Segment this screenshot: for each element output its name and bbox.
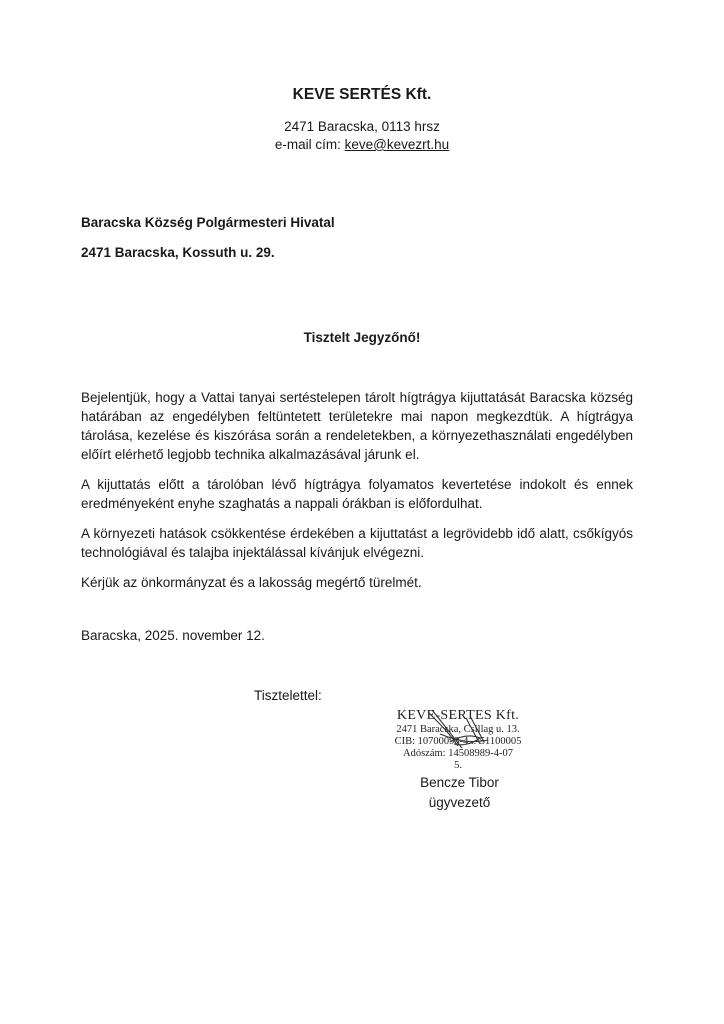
company-name: KEVE SERTÉS Kft. (292, 86, 432, 103)
company-email-line (0, 137, 724, 152)
email-label: e-mail cím: (274, 137, 345, 152)
email-link[interactable]: keve@kevezrt.hu (344, 137, 450, 152)
stamp-address: 2471 Baracska, Csillag u. 13. (396, 724, 520, 735)
stamp-extra: 5. (454, 760, 462, 771)
stamp-tax-number: Adószám: 14508989-4-07 (403, 748, 513, 759)
recipient-name: Baracska Község Polgármesteri Hivatal (81, 215, 335, 230)
company-address: 2471 Baracska, 0113 hrsz (284, 119, 440, 134)
body-paragraph: Bejelentjük, hogy a Vattai tanyai sertéstelepen tárolt hígtrágya kijuttatását Baracska község határában az engedélyben feltüntetett területekre mai napon megkezdtük. A hígtrágya tárolása, kezelése és kiszórása során a rendeletekben, a környezethasználati engedélyben előírt elérhető legjobb technika alkalmazásával járunk el. (81, 390, 633, 462)
signer-name: Bencze Tibor (420, 775, 499, 790)
salutation: Tisztelt Jegyzőnő! (303, 330, 421, 345)
closing: Tisztelettel: (254, 688, 322, 703)
handwritten-signature (410, 704, 520, 764)
recipient-address: 2471 Baracska, Kossuth u. 29. (81, 245, 275, 260)
date-line: Baracska, 2025. november 12. (81, 628, 265, 643)
body-paragraph: A kijuttatás előtt a tárolóban lévő hígtrágya folyamatos kevertetése indokolt és ennek eredményeként enyhe szaghatás a nappali órákban is előfordulhat. (81, 477, 633, 511)
stamp-bank: CIB: 10700093-4...-51100005 (394, 736, 522, 747)
body-paragraph: Kérjük az önkormányzat és a lakosság megértő türelmét. (81, 575, 422, 590)
body-paragraph: A környezeti hatások csökkentése érdekében a kijuttatást a legrövidebb idő alatt, csőkígyós technológiával és talajba injektálással kívánjuk elvégezni. (81, 526, 633, 560)
signer-title: ügyvezető (428, 795, 491, 810)
stamp-name: KEVE-SERTES Kft. (396, 708, 520, 723)
